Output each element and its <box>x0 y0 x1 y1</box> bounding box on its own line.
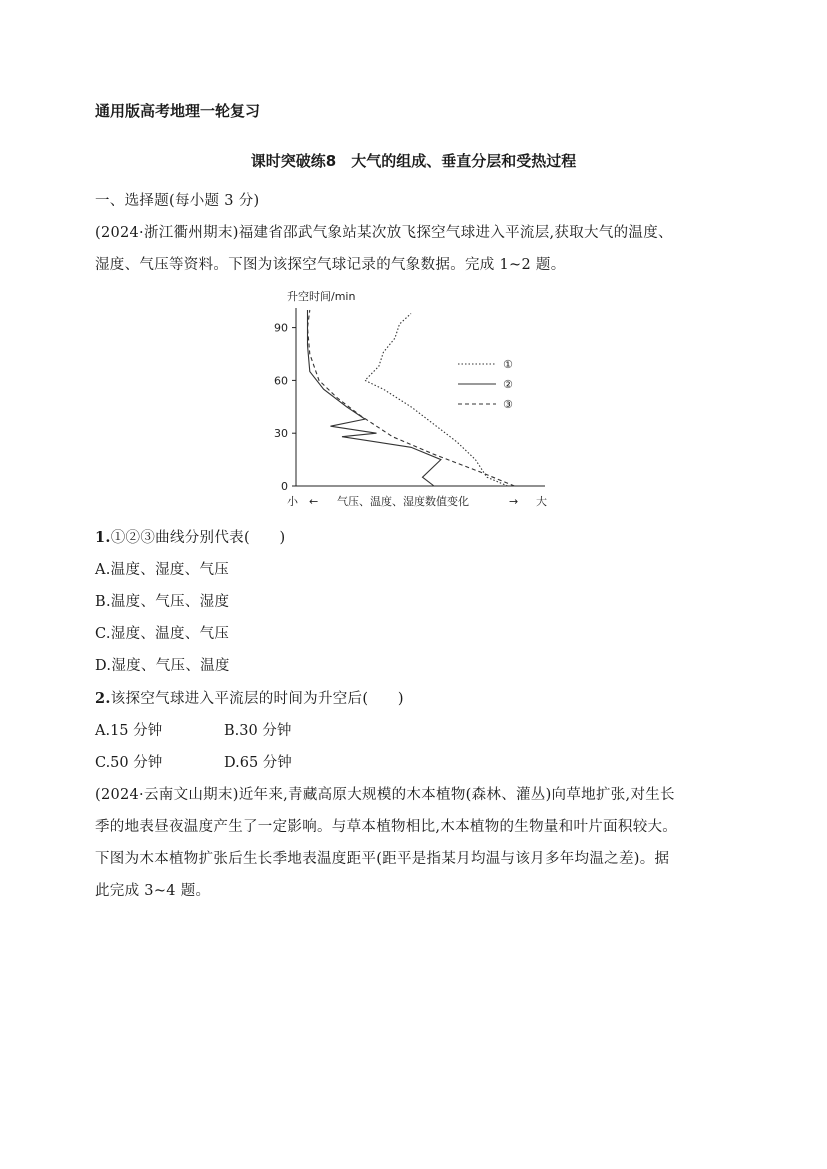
q2-option-d[interactable]: D.65 分钟 <box>224 755 292 771</box>
q1-option-a[interactable]: A.温度、湿度、气压 <box>95 562 230 578</box>
intro2-line2: 季的地表昼夜温度产生了一定影响。与草本植物相比,木本植物的生物量和叶片面积较大。 <box>95 819 678 835</box>
y-tick-label: 90 <box>274 321 288 335</box>
y-tick-label: 60 <box>274 374 288 388</box>
legend-label-1: ① <box>503 358 513 371</box>
intro2-line4: 此完成 3~4 题。 <box>95 883 211 899</box>
chart-y-axis-label: 升空时间/min <box>287 290 356 303</box>
question-1-number: 1. <box>95 529 111 546</box>
chart-x-left-label: 小 <box>287 495 298 508</box>
y-tick-label: 30 <box>274 427 288 441</box>
series-line-3 <box>308 310 515 486</box>
q1-option-c[interactable]: C.湿度、温度、气压 <box>95 626 230 642</box>
page-title: 课时突破练8 大气的组成、垂直分层和受热过程 <box>250 152 577 170</box>
question-2 <box>95 687 404 708</box>
section-heading: 一、选择题(每小题 3 分) <box>95 193 260 209</box>
legend-label-3: ③ <box>503 398 513 411</box>
q1-option-d[interactable]: D.湿度、气压、温度 <box>95 658 230 674</box>
chart-x-right-arrow: → <box>509 495 519 508</box>
q2-option-c[interactable]: C.50 分钟 <box>95 755 163 771</box>
chart-x-left-arrow: ← <box>309 495 319 508</box>
q2-option-b[interactable]: B.30 分钟 <box>224 723 292 739</box>
y-tick-label: 0 <box>281 480 288 493</box>
intro1-line1: (2024·浙江衢州期末)福建省邵武气象站某次放飞探空气球进入平流层,获取大气的温度、 <box>95 225 673 241</box>
chart-x-right-label: 大 <box>536 495 547 508</box>
question-1 <box>95 526 285 547</box>
document-header: 通用版高考地理一轮复习 <box>95 102 261 120</box>
q2-option-a[interactable]: A.15 分钟 <box>95 723 163 739</box>
series-line-2 <box>308 310 441 486</box>
question-2-stem: 该探空气球进入平流层的时间为升空后( ) <box>110 691 404 707</box>
chart-x-axis-label: 气压、温度、湿度数值变化 <box>337 495 469 508</box>
question-2-number: 2. <box>95 690 111 707</box>
legend-label-2: ② <box>503 378 513 391</box>
intro2-line1: (2024·云南文山期末)近年来,青藏高原大规模的木本植物(森林、灌丛)向草地扩张,对生长 <box>95 787 675 803</box>
intro1-line2: 湿度、气压等资料。下图为该探空气球记录的气象数据。完成 1~2 题。 <box>95 257 566 273</box>
question-1-stem: ①②③曲线分别代表( ) <box>110 530 286 546</box>
intro2-line3: 下图为木本植物扩张后生长季地表温度距平(距平是指某月均温与该月多年均温之差)。据 <box>95 851 670 867</box>
series-line-1 <box>365 314 508 486</box>
q1-option-b[interactable]: B.温度、气压、湿度 <box>95 594 230 610</box>
